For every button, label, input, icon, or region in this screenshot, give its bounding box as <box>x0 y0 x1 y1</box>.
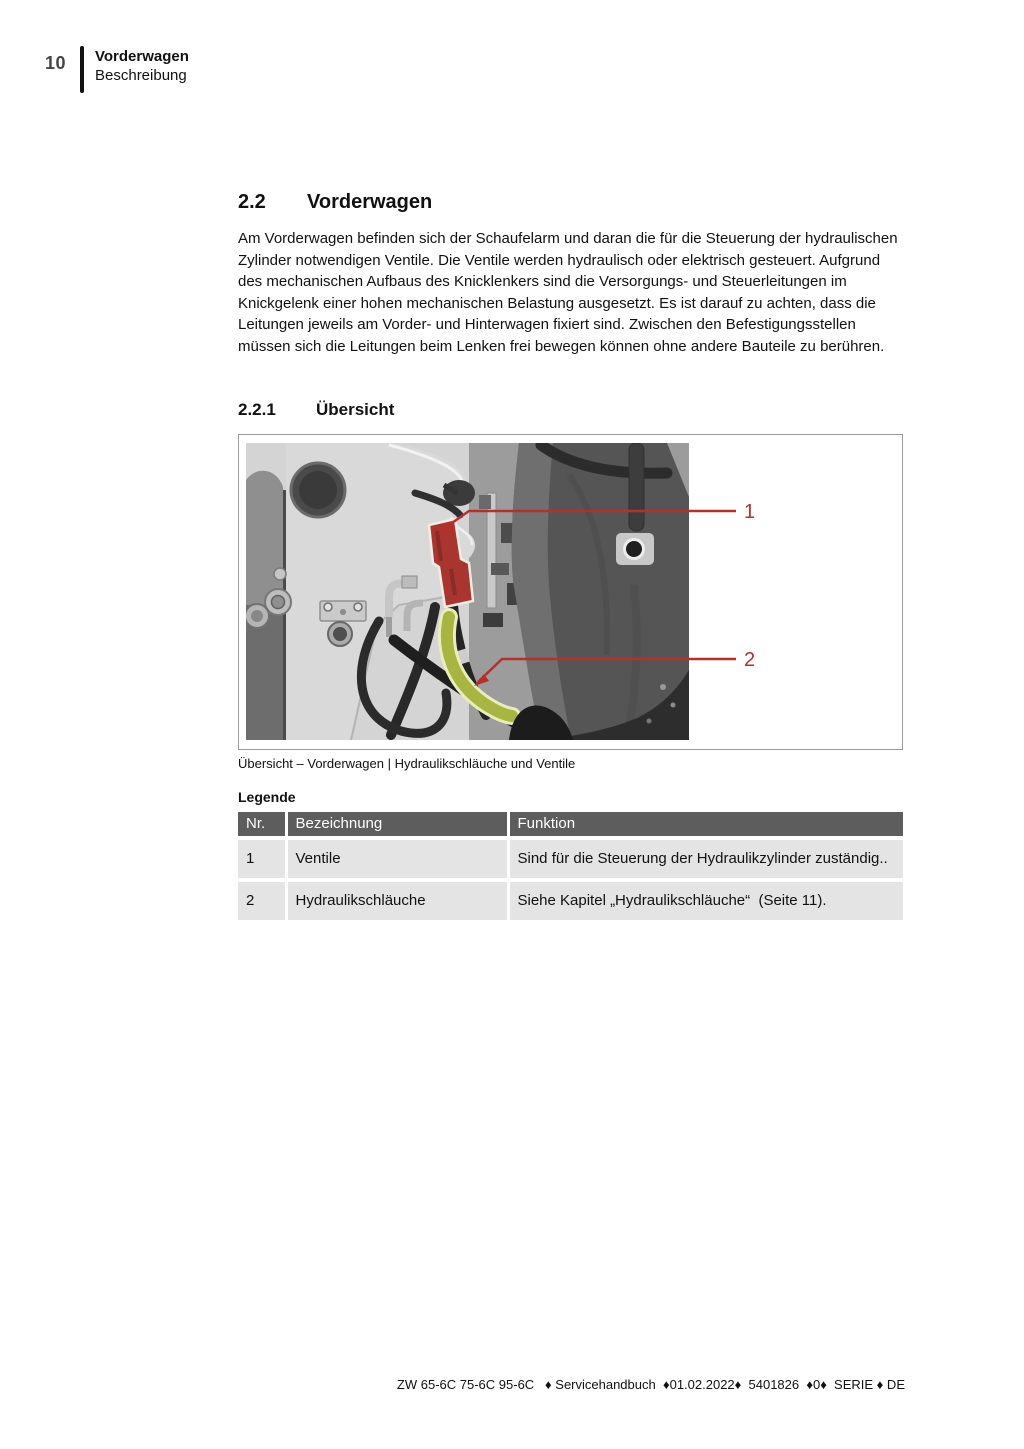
section-title: Vorderwagen <box>307 191 433 213</box>
header-chapter-title: Vorderwagen <box>95 48 189 65</box>
header-divider-bar <box>80 46 84 93</box>
legend-row2-nr: 2 <box>238 880 286 920</box>
subsection-title: Übersicht <box>316 400 395 419</box>
legend-row1-funktion: Sind für die Steuerung der Hydraulikzylinder zuständig.. <box>508 838 903 880</box>
figure-caption: Übersicht – Vorderwagen | Hydraulikschläuche und Ventile <box>238 756 576 771</box>
callout-number-2: 2 <box>744 649 756 671</box>
content-column <box>238 0 905 920</box>
header-chapter-subtitle: Beschreibung <box>95 67 187 84</box>
section-number: 2.2 <box>238 191 266 213</box>
callout-number-1: 1 <box>744 501 756 523</box>
legend-title: Legende <box>238 789 296 805</box>
legend-row2-funktion: Siehe Kapitel „Hydraulikschläuche“ (Seite 11). <box>508 880 903 920</box>
legend-col-funktion: Funktion <box>508 812 903 838</box>
legend-header-row <box>238 812 903 838</box>
legend-row1-bezeichnung: Ventile <box>286 838 508 880</box>
table-row <box>238 880 903 920</box>
legend-col-bezeichnung: Bezeichnung <box>286 812 508 838</box>
subsection-heading <box>238 398 905 422</box>
table-row <box>238 838 903 880</box>
pillar-bolt <box>625 540 644 559</box>
legend-row1-nr: 1 <box>238 838 286 880</box>
page-footer: ZW 65-6C 75-6C 95-6C ♦ Servicehandbuch ♦01.02.2022♦ 5401826 ♦0♦ SERIE ♦ DE <box>396 1377 905 1392</box>
legend-row2-bezeichnung: Hydraulikschläuche <box>286 880 508 920</box>
subsection-number: 2.2.1 <box>238 400 276 419</box>
machine-photo <box>245 443 689 740</box>
legend-col-nr: Nr. <box>238 812 286 838</box>
section-body-text: Am Vorderwagen befinden sich der Schaufelarm und daran die für die Steuerung der hydraulischen Zylinder notwendigen Ventile. Die Ventile werden hydraulisch oder elektrisch gesteuert. Aufgrund des mechanischen Aufbaus des Knicklenkers sind die Versorgungs- und Steuerleitungen im Knickgelenk einer hohen mechanischen Belastung ausgesetzt. Es ist darauf zu achten, dass die Leitungen jeweils am Vorder- und Hinterwagen fixiert sind. Zwischen den Befestigungsstellen müssen sich die Leitungen beim Lenken frei bewegen können ohne andere Bauteile zu berühren. <box>238 230 898 355</box>
page-number: 10 <box>45 53 67 73</box>
legend-table <box>238 812 903 920</box>
section-heading <box>238 189 905 215</box>
figure-photo <box>239 435 900 747</box>
figure-frame <box>238 434 903 750</box>
